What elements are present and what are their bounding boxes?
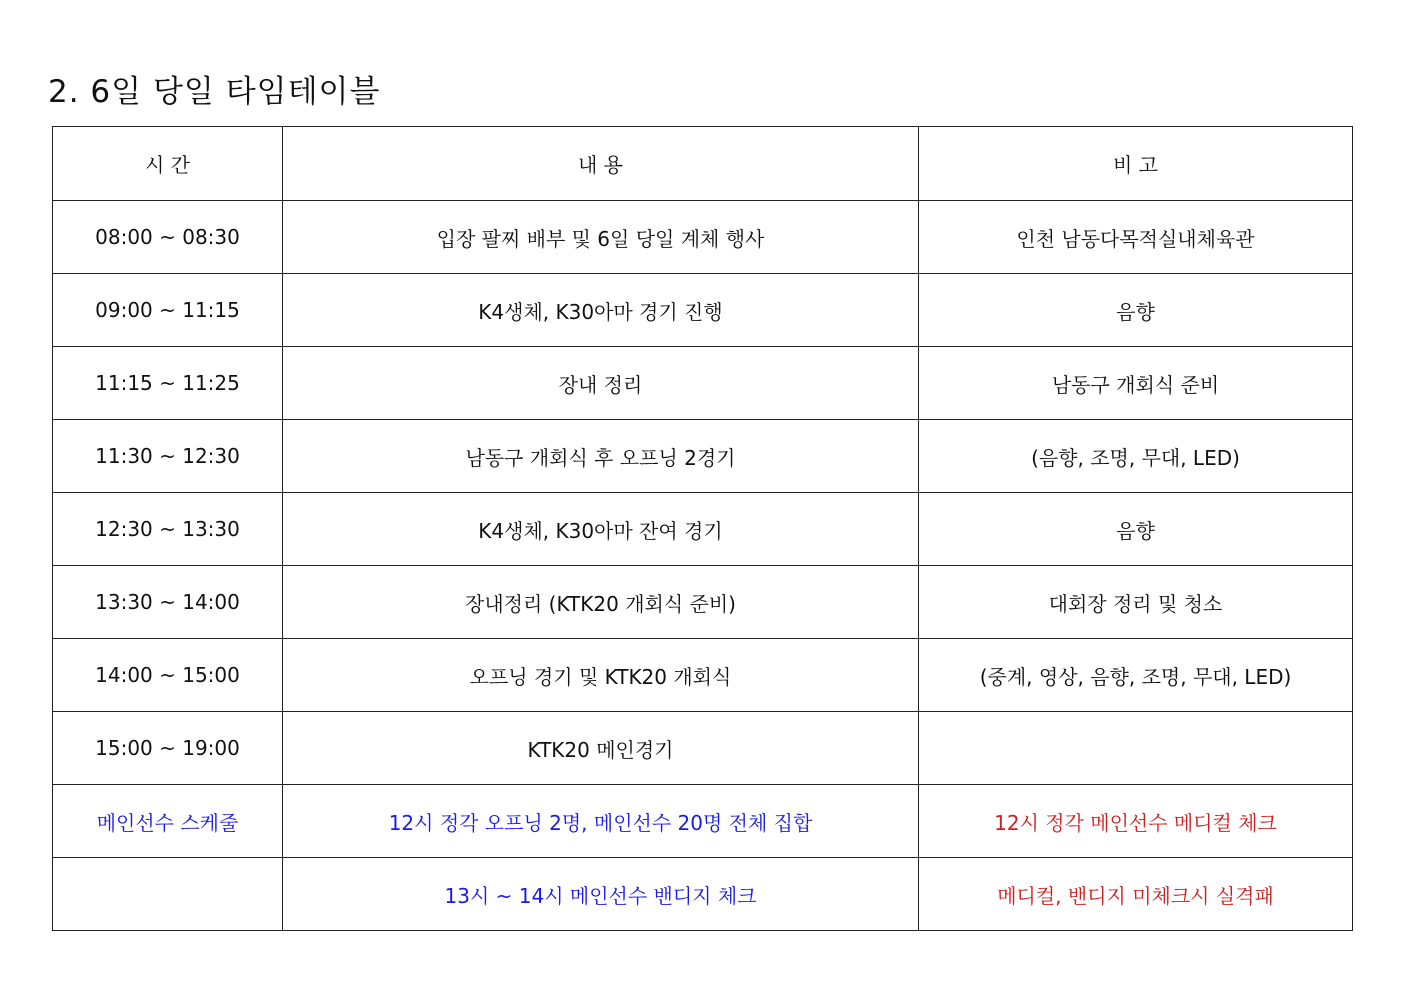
time-cell: 13:30 ~ 14:00 xyxy=(53,566,283,639)
content-cell: 오프닝 경기 및 KTK20 개회식 xyxy=(283,639,919,712)
table-row xyxy=(53,274,1353,347)
time-cell: 14:00 ~ 15:00 xyxy=(53,639,283,712)
note-cell: 12시 정각 메인선수 메디컬 체크 xyxy=(919,785,1353,858)
header-time: 시 간 xyxy=(53,127,283,201)
table-row xyxy=(53,566,1353,639)
table-row-main-schedule xyxy=(53,858,1353,931)
content-cell: 장내 정리 xyxy=(283,347,919,420)
note-cell: 대회장 정리 및 청소 xyxy=(919,566,1353,639)
page-title: 2. 6일 당일 타임테이블 xyxy=(48,74,381,110)
header-note: 비 고 xyxy=(919,127,1353,201)
table-row xyxy=(53,420,1353,493)
content-cell: 장내정리 (KTK20 개회식 준비) xyxy=(283,566,919,639)
time-cell: 08:00 ~ 08:30 xyxy=(53,201,283,274)
table-header-row xyxy=(53,127,1353,201)
time-cell: 09:00 ~ 11:15 xyxy=(53,274,283,347)
note-cell: 인천 남동다목적실내체육관 xyxy=(919,201,1353,274)
note-cell: 메디컬, 밴디지 미체크시 실격패 xyxy=(919,858,1353,931)
note-cell xyxy=(919,712,1353,785)
content-cell: 남동구 개회식 후 오프닝 2경기 xyxy=(283,420,919,493)
note-cell: 음향 xyxy=(919,274,1353,347)
content-cell: KTK20 메인경기 xyxy=(283,712,919,785)
time-cell: 11:30 ~ 12:30 xyxy=(53,420,283,493)
table-row xyxy=(53,201,1353,274)
time-cell: 11:15 ~ 11:25 xyxy=(53,347,283,420)
timetable xyxy=(52,126,1353,931)
note-cell: 남동구 개회식 준비 xyxy=(919,347,1353,420)
time-cell xyxy=(53,858,283,931)
content-cell: 13시 ~ 14시 메인선수 밴디지 체크 xyxy=(283,858,919,931)
table-row xyxy=(53,493,1353,566)
time-cell: 12:30 ~ 13:30 xyxy=(53,493,283,566)
content-cell: 입장 팔찌 배부 및 6일 당일 계체 행사 xyxy=(283,201,919,274)
time-cell: 메인선수 스케줄 xyxy=(53,785,283,858)
table-row xyxy=(53,639,1353,712)
note-cell: (중계, 영상, 음향, 조명, 무대, LED) xyxy=(919,639,1353,712)
header-content: 내 용 xyxy=(283,127,919,201)
table-row-main-schedule xyxy=(53,785,1353,858)
content-cell: K4생체, K30아마 경기 진행 xyxy=(283,274,919,347)
note-cell: 음향 xyxy=(919,493,1353,566)
content-cell: 12시 정각 오프닝 2명, 메인선수 20명 전체 집합 xyxy=(283,785,919,858)
time-cell: 15:00 ~ 19:00 xyxy=(53,712,283,785)
note-cell: (음향, 조명, 무대, LED) xyxy=(919,420,1353,493)
table-row xyxy=(53,712,1353,785)
table-row xyxy=(53,347,1353,420)
content-cell: K4생체, K30아마 잔여 경기 xyxy=(283,493,919,566)
